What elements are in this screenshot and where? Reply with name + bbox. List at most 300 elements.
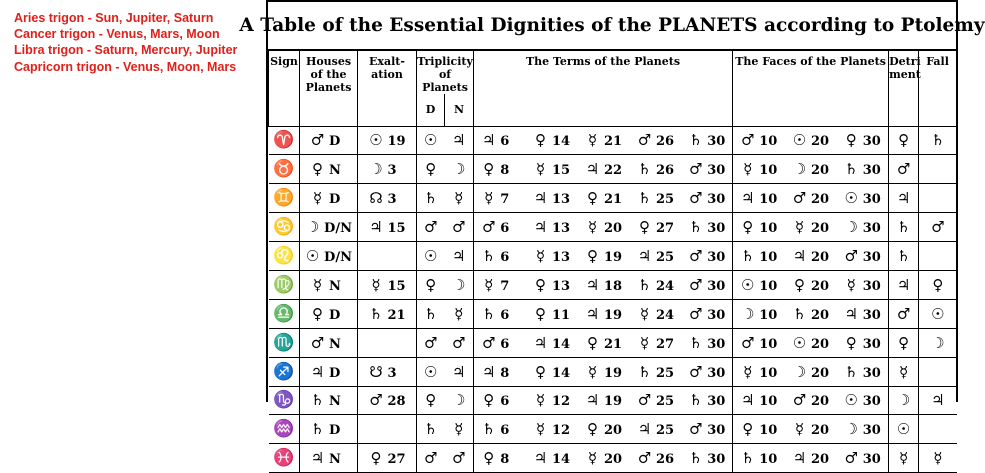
face-cell bbox=[733, 184, 785, 213]
triplicity-glyph: ♂ bbox=[424, 218, 438, 237]
face-value: 30 bbox=[862, 423, 881, 439]
exaltation-glyph: ♀ bbox=[370, 449, 382, 468]
house-glyph: ♂ bbox=[310, 131, 325, 150]
trigon-legend bbox=[14, 10, 237, 75]
term-value: 21 bbox=[603, 192, 623, 208]
term-cell bbox=[526, 184, 578, 213]
face-value: 20 bbox=[811, 163, 830, 179]
term-glyph: ♀ bbox=[586, 247, 598, 265]
face-glyph: ♃ bbox=[792, 247, 807, 265]
term-glyph: ♃ bbox=[585, 304, 600, 323]
face-value: 30 bbox=[862, 307, 881, 323]
face-glyph: ♄ bbox=[844, 160, 858, 179]
detriment-cell bbox=[889, 242, 919, 271]
term-cell bbox=[630, 126, 682, 155]
term-glyph: ♂ bbox=[688, 189, 703, 208]
term-glyph: ♃ bbox=[533, 218, 548, 237]
term-value: 26 bbox=[655, 452, 675, 468]
term-value: 20 bbox=[603, 452, 623, 468]
triplicity-glyph: ♃ bbox=[452, 247, 466, 265]
triplicity-day bbox=[417, 444, 445, 473]
term-cell bbox=[682, 126, 733, 155]
detriment-glyph: ♂ bbox=[896, 304, 911, 323]
term-glyph: ♀ bbox=[534, 275, 546, 294]
face-cell bbox=[733, 299, 785, 328]
term-cell bbox=[578, 444, 630, 473]
triplicity-night bbox=[445, 242, 474, 271]
triplicity-day bbox=[417, 242, 445, 271]
fall-cell bbox=[919, 444, 957, 473]
term-value: 30 bbox=[707, 221, 726, 237]
header-faces-label: The Faces of the Planets bbox=[735, 55, 886, 68]
house-cell bbox=[300, 444, 358, 473]
term-glyph: ♄ bbox=[637, 362, 652, 381]
term-value: 14 bbox=[551, 336, 571, 352]
term-cell bbox=[578, 213, 630, 242]
triplicity-glyph: ♄ bbox=[424, 304, 438, 323]
face-glyph: ♄ bbox=[741, 449, 755, 468]
term-cell bbox=[474, 184, 526, 213]
detriment-cell bbox=[889, 328, 919, 357]
house-value: D/N bbox=[324, 221, 352, 237]
face-glyph: ♂ bbox=[741, 131, 755, 150]
dignities-table bbox=[268, 50, 957, 473]
table-row bbox=[269, 242, 957, 271]
exaltation-cell bbox=[358, 444, 417, 473]
face-value: 20 bbox=[811, 192, 830, 208]
dignities-table-body bbox=[269, 126, 957, 473]
term-cell bbox=[630, 415, 682, 444]
term-value: 13 bbox=[551, 221, 571, 237]
term-glyph: ♃ bbox=[533, 333, 548, 352]
term-cell bbox=[578, 270, 630, 299]
term-glyph: ♂ bbox=[688, 275, 703, 294]
term-cell bbox=[578, 386, 630, 415]
term-value: 8 bbox=[500, 452, 510, 468]
term-value: 19 bbox=[603, 250, 623, 265]
house-glyph: ♀ bbox=[312, 160, 323, 179]
term-glyph: ☿ bbox=[587, 218, 598, 237]
triplicity-glyph: ☿ bbox=[454, 420, 464, 439]
term-glyph: ♄ bbox=[482, 247, 496, 265]
house-glyph: ☿ bbox=[312, 189, 323, 208]
term-value: 24 bbox=[655, 278, 675, 294]
face-value: 10 bbox=[759, 192, 778, 208]
term-value: 14 bbox=[551, 452, 571, 468]
term-glyph: ♂ bbox=[637, 391, 652, 410]
exaltation-value: 21 bbox=[387, 307, 406, 323]
term-cell bbox=[578, 155, 630, 184]
house-glyph: ☉ bbox=[305, 247, 320, 265]
term-cell bbox=[630, 299, 682, 328]
term-value: 8 bbox=[500, 163, 510, 179]
term-cell bbox=[682, 155, 733, 184]
term-cell bbox=[474, 299, 526, 328]
exaltation-value: 3 bbox=[387, 163, 397, 179]
face-cell bbox=[733, 213, 785, 242]
triplicity-day bbox=[417, 299, 445, 328]
detriment-glyph: ☿ bbox=[898, 362, 909, 381]
term-cell bbox=[630, 386, 682, 415]
detriment-cell bbox=[889, 184, 919, 213]
house-cell bbox=[300, 270, 358, 299]
face-glyph: ☽ bbox=[792, 362, 807, 381]
face-cell bbox=[837, 155, 889, 184]
term-value: 25 bbox=[655, 192, 675, 208]
term-glyph: ☿ bbox=[639, 304, 650, 323]
detriment-glyph: ♀ bbox=[898, 131, 910, 150]
house-glyph: ☽ bbox=[305, 218, 320, 237]
detriment-glyph: ♂ bbox=[896, 160, 911, 179]
term-cell bbox=[526, 126, 578, 155]
term-glyph: ♂ bbox=[482, 218, 496, 237]
face-value: 10 bbox=[759, 134, 778, 150]
face-glyph: ☿ bbox=[743, 160, 753, 179]
term-value: 7 bbox=[500, 278, 510, 294]
face-glyph: ☉ bbox=[844, 189, 858, 208]
term-cell bbox=[474, 386, 526, 415]
face-cell bbox=[837, 270, 889, 299]
triplicity-night bbox=[445, 155, 474, 184]
face-value: 20 bbox=[811, 423, 830, 439]
legend-line: Capricorn trigon - Venus, Moon, Mars bbox=[14, 59, 237, 74]
exaltation-value: 15 bbox=[387, 278, 406, 294]
face-cell bbox=[785, 444, 837, 473]
face-cell bbox=[785, 242, 837, 271]
exaltation-cell bbox=[358, 328, 417, 357]
term-glyph: ♀ bbox=[483, 391, 495, 410]
legend-line: Cancer trigon - Venus, Mars, Moon bbox=[14, 27, 220, 42]
header-triplicity-day: D bbox=[417, 94, 445, 126]
term-glyph: ♃ bbox=[585, 391, 600, 410]
face-glyph: ♃ bbox=[741, 189, 755, 208]
house-cell bbox=[300, 155, 358, 184]
exaltation-value: 28 bbox=[387, 394, 406, 410]
face-cell bbox=[785, 270, 837, 299]
table-row bbox=[269, 184, 957, 213]
exaltation-value: 27 bbox=[387, 452, 406, 468]
face-value: 10 bbox=[759, 452, 778, 468]
face-value: 10 bbox=[759, 221, 778, 237]
face-value: 20 bbox=[811, 452, 830, 468]
triplicity-day bbox=[417, 213, 445, 242]
term-value: 25 bbox=[655, 365, 675, 381]
face-cell bbox=[785, 415, 837, 444]
detriment-cell bbox=[889, 299, 919, 328]
house-cell bbox=[300, 299, 358, 328]
fall-cell bbox=[919, 386, 957, 415]
face-glyph: ♂ bbox=[792, 189, 807, 208]
face-value: 30 bbox=[862, 163, 881, 179]
term-glyph: ♄ bbox=[688, 391, 703, 410]
term-value: 30 bbox=[707, 134, 726, 150]
face-glyph: ♀ bbox=[742, 218, 754, 237]
face-cell bbox=[733, 386, 785, 415]
term-glyph: ☿ bbox=[484, 189, 494, 208]
face-cell bbox=[837, 126, 889, 155]
exaltation-glyph: ☿ bbox=[371, 275, 381, 294]
term-glyph: ♀ bbox=[534, 362, 546, 381]
term-value: 30 bbox=[707, 307, 726, 323]
detriment-glyph: ♄ bbox=[896, 218, 911, 237]
triplicity-day bbox=[417, 386, 445, 415]
face-value: 10 bbox=[759, 365, 778, 381]
face-cell bbox=[785, 357, 837, 386]
face-value: 20 bbox=[811, 394, 830, 410]
detriment-cell bbox=[889, 155, 919, 184]
face-glyph: ☽ bbox=[792, 160, 807, 179]
fall-cell bbox=[919, 184, 957, 213]
table-row bbox=[269, 328, 957, 357]
face-cell bbox=[837, 299, 889, 328]
fall-glyph: ☉ bbox=[931, 304, 945, 323]
face-glyph: ♀ bbox=[845, 333, 857, 352]
face-value: 20 bbox=[811, 365, 830, 381]
term-glyph: ♃ bbox=[533, 189, 548, 208]
exaltation-cell bbox=[358, 126, 417, 155]
fall-glyph: ♂ bbox=[931, 218, 945, 237]
exaltation-value: 15 bbox=[387, 221, 406, 237]
header-faces bbox=[733, 51, 889, 127]
term-glyph: ☿ bbox=[587, 131, 598, 150]
triplicity-glyph: ☽ bbox=[452, 160, 466, 179]
term-cell bbox=[474, 444, 526, 473]
face-glyph: ♀ bbox=[742, 420, 754, 439]
term-glyph: ♃ bbox=[637, 420, 652, 439]
house-glyph: ♄ bbox=[310, 391, 325, 410]
house-value: D bbox=[329, 134, 341, 150]
term-glyph: ♀ bbox=[483, 160, 495, 179]
fall-cell bbox=[919, 213, 957, 242]
term-cell bbox=[474, 242, 526, 271]
term-cell bbox=[578, 299, 630, 328]
exaltation-glyph: ♄ bbox=[369, 304, 383, 323]
term-glyph: ☿ bbox=[639, 333, 650, 352]
term-glyph: ♃ bbox=[637, 247, 652, 265]
house-cell bbox=[300, 415, 358, 444]
term-glyph: ♃ bbox=[585, 160, 600, 179]
sign-glyph: ♎ bbox=[269, 299, 300, 328]
table-title: A Table of the Essential Dignities of the PLANETS according to Ptolemy bbox=[268, 2, 956, 50]
term-cell bbox=[578, 415, 630, 444]
house-cell bbox=[300, 126, 358, 155]
term-glyph: ♂ bbox=[637, 449, 652, 468]
term-glyph: ♂ bbox=[637, 131, 652, 150]
header-detriment: Detri ment bbox=[889, 51, 919, 127]
term-glyph: ♄ bbox=[482, 420, 496, 439]
term-value: 8 bbox=[500, 365, 510, 381]
term-cell bbox=[474, 155, 526, 184]
fall-cell bbox=[919, 126, 957, 155]
term-value: 6 bbox=[500, 134, 510, 150]
face-value: 30 bbox=[862, 365, 881, 381]
term-glyph: ♂ bbox=[688, 362, 703, 381]
triplicity-night bbox=[445, 299, 474, 328]
face-value: 30 bbox=[862, 394, 881, 410]
exaltation-glyph: ☽ bbox=[369, 160, 383, 179]
house-cell bbox=[300, 242, 358, 271]
house-value: D bbox=[329, 192, 341, 208]
term-glyph: ♃ bbox=[482, 131, 496, 150]
face-glyph: ♂ bbox=[741, 333, 755, 352]
term-cell bbox=[526, 270, 578, 299]
triplicity-day bbox=[417, 328, 445, 357]
face-value: 10 bbox=[759, 307, 778, 323]
term-glyph: ♀ bbox=[534, 304, 546, 323]
face-cell bbox=[733, 270, 785, 299]
face-value: 30 bbox=[862, 336, 881, 352]
face-cell bbox=[837, 328, 889, 357]
face-cell bbox=[837, 213, 889, 242]
term-cell bbox=[526, 155, 578, 184]
face-glyph: ☽ bbox=[844, 218, 858, 237]
fall-glyph: ♄ bbox=[931, 131, 945, 150]
term-value: 30 bbox=[707, 452, 726, 468]
term-glyph: ♄ bbox=[688, 449, 703, 468]
face-value: 30 bbox=[862, 221, 881, 237]
detriment-glyph: ♀ bbox=[898, 333, 910, 352]
triplicity-glyph: ♂ bbox=[452, 449, 466, 468]
exaltation-value: 3 bbox=[387, 365, 397, 381]
triplicity-glyph: ♂ bbox=[424, 333, 438, 352]
face-glyph: ☉ bbox=[741, 275, 755, 294]
term-value: 12 bbox=[551, 423, 571, 439]
face-glyph: ☉ bbox=[792, 131, 807, 150]
legend-line: Aries trigon - Sun, Jupiter, Saturn bbox=[14, 11, 214, 25]
face-cell bbox=[837, 415, 889, 444]
term-cell bbox=[578, 184, 630, 213]
triplicity-night bbox=[445, 213, 474, 242]
detriment-glyph: ♃ bbox=[896, 189, 911, 208]
term-value: 30 bbox=[707, 394, 726, 410]
detriment-cell bbox=[889, 270, 919, 299]
header-houses-label: Houses of the Planets bbox=[305, 55, 352, 94]
term-cell bbox=[682, 357, 733, 386]
face-glyph: ♃ bbox=[844, 304, 858, 323]
header-terms-label: The Terms of the Planets bbox=[526, 55, 681, 68]
house-cell bbox=[300, 213, 358, 242]
term-cell bbox=[474, 270, 526, 299]
detriment-glyph: ♃ bbox=[896, 275, 911, 294]
term-cell bbox=[630, 444, 682, 473]
term-glyph: ♄ bbox=[637, 160, 652, 179]
triplicity-glyph: ♀ bbox=[425, 391, 437, 410]
triplicity-night bbox=[445, 270, 474, 299]
term-value: 20 bbox=[603, 423, 623, 439]
term-value: 19 bbox=[603, 307, 623, 323]
detriment-glyph: ♄ bbox=[896, 247, 911, 265]
triplicity-glyph: ☉ bbox=[424, 362, 438, 381]
term-value: 30 bbox=[707, 163, 726, 179]
table-row bbox=[269, 155, 957, 184]
term-value: 6 bbox=[500, 307, 510, 323]
fall-glyph: ♀ bbox=[932, 275, 944, 294]
term-cell bbox=[578, 126, 630, 155]
term-value: 25 bbox=[655, 423, 675, 439]
term-value: 19 bbox=[603, 394, 623, 410]
face-cell bbox=[785, 126, 837, 155]
exaltation-glyph: ♃ bbox=[369, 218, 383, 237]
triplicity-glyph: ♂ bbox=[424, 449, 438, 468]
triplicity-glyph: ♀ bbox=[425, 275, 437, 294]
face-value: 10 bbox=[759, 278, 778, 294]
legend-line: Libra trigon - Saturn, Mercury, Jupiter bbox=[14, 43, 238, 58]
sign-glyph: ♉ bbox=[269, 155, 300, 184]
header-triplicity-night: N bbox=[445, 94, 474, 126]
house-cell bbox=[300, 357, 358, 386]
triplicity-night bbox=[445, 328, 474, 357]
face-cell bbox=[837, 242, 889, 271]
face-cell bbox=[785, 213, 837, 242]
term-cell bbox=[630, 184, 682, 213]
detriment-cell bbox=[889, 444, 919, 473]
term-glyph: ☿ bbox=[535, 247, 546, 265]
face-glyph: ☽ bbox=[844, 420, 858, 439]
term-value: 30 bbox=[707, 423, 726, 439]
term-glyph: ♀ bbox=[638, 218, 650, 237]
face-glyph: ☉ bbox=[844, 391, 858, 410]
face-value: 10 bbox=[759, 423, 778, 439]
triplicity-day bbox=[417, 155, 445, 184]
term-glyph: ♀ bbox=[586, 333, 598, 352]
face-cell bbox=[733, 242, 785, 271]
house-glyph: ♂ bbox=[310, 333, 325, 352]
triplicity-glyph: ☽ bbox=[452, 275, 466, 294]
term-cell bbox=[630, 213, 682, 242]
term-cell bbox=[682, 184, 733, 213]
term-cell bbox=[682, 328, 733, 357]
term-value: 6 bbox=[500, 394, 510, 410]
term-glyph: ♄ bbox=[637, 189, 652, 208]
house-glyph: ♄ bbox=[310, 420, 325, 439]
term-cell bbox=[526, 386, 578, 415]
sign-glyph: ♑ bbox=[269, 386, 300, 415]
triplicity-day bbox=[417, 357, 445, 386]
face-glyph: ♀ bbox=[794, 275, 805, 294]
term-value: 27 bbox=[655, 221, 675, 237]
face-value: 10 bbox=[759, 250, 778, 265]
term-cell bbox=[526, 415, 578, 444]
header-houses bbox=[300, 51, 358, 127]
term-glyph: ♃ bbox=[585, 275, 600, 294]
detriment-cell bbox=[889, 126, 919, 155]
term-glyph: ☿ bbox=[587, 449, 598, 468]
detriment-glyph: ☿ bbox=[898, 449, 909, 468]
header-fall: Fall bbox=[919, 51, 957, 127]
triplicity-glyph: ☿ bbox=[454, 304, 464, 323]
triplicity-glyph: ♂ bbox=[452, 218, 466, 237]
face-glyph: ♄ bbox=[844, 362, 858, 381]
term-value: 27 bbox=[655, 336, 675, 352]
face-glyph: ♂ bbox=[844, 449, 858, 468]
face-cell bbox=[733, 444, 785, 473]
table-row bbox=[269, 126, 957, 155]
term-glyph: ♀ bbox=[534, 131, 546, 150]
face-cell bbox=[837, 184, 889, 213]
term-cell bbox=[682, 299, 733, 328]
term-glyph: ☿ bbox=[535, 420, 546, 439]
term-cell bbox=[526, 357, 578, 386]
term-cell bbox=[578, 357, 630, 386]
exaltation-cell bbox=[358, 415, 417, 444]
face-value: 20 bbox=[811, 336, 830, 352]
face-cell bbox=[733, 328, 785, 357]
face-cell bbox=[837, 444, 889, 473]
triplicity-glyph: ♃ bbox=[452, 131, 466, 150]
term-glyph: ♀ bbox=[586, 189, 598, 208]
house-glyph: ♃ bbox=[310, 449, 325, 468]
term-value: 13 bbox=[551, 192, 571, 208]
